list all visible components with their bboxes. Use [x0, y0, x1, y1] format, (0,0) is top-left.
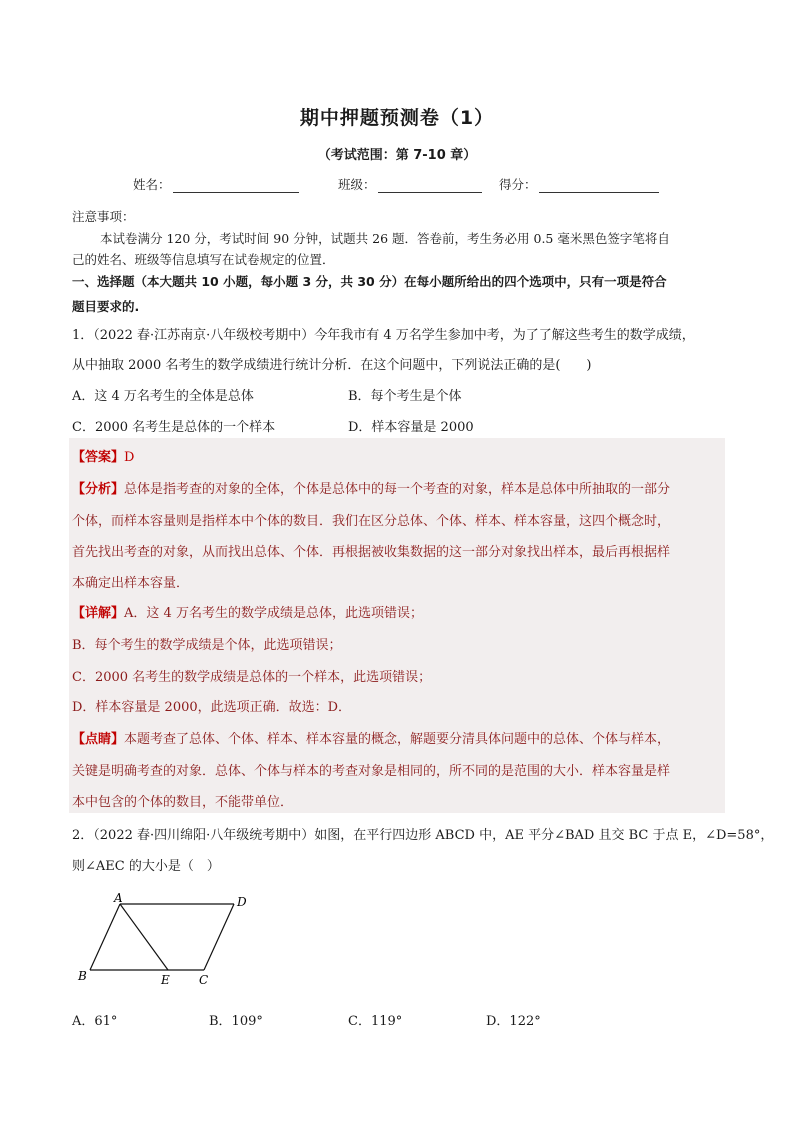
score-blank[interactable] [539, 178, 659, 193]
q1-comment-line-2: 关键是明确考查的对象．总体、个体与样本的考查对象是相同的，所不同的是范围的大小．样本容量是样 [72, 764, 671, 779]
q2-stem-line-2: 则∠AEC 的大小是（ ） [72, 859, 220, 874]
point-label-b: B [78, 969, 87, 983]
q1-analysis-line-3: 首先找出考查的对象，从而找出总体、个体．再根据被收集数据的这一部分对象找出样本，最后再根据样 [72, 545, 671, 560]
section-heading-line-1: 一、选择题（本大题共 10 小题，每小题 3 分，共 30 分）在每小题所给出的四个选项中，只有一项是符合 [72, 274, 667, 289]
name-blank[interactable] [173, 178, 299, 193]
q1-analysis-line-4: 本确定出样本容量． [72, 576, 190, 591]
class-label: 班级： [338, 177, 376, 192]
q1-comment-line-1 [72, 728, 670, 747]
q1-stem-line-1: 1．（2022 春·江苏南京·八年级校考期中）今年我市有 4 万名学生参加中考，为了了解这些考生的数学成绩， [72, 328, 695, 343]
notes-heading: 注意事项： [72, 209, 135, 224]
q1-detail-line-2: B．每个考生的数学成绩是个体，此选项错误； [72, 638, 342, 653]
page-title: 期中押题预测卷（1） [299, 107, 495, 129]
q1-stem-line-2: 从中抽取 2000 名考生的数学成绩进行统计分析．在这个问题中，下列说法正确的是( ) [72, 358, 592, 373]
notes-line-2: 己的姓名、班级等信息填写在试卷规定的位置． [72, 252, 335, 267]
analysis-text-1: 总体是指考查的对象的全体，个体是总体中的每一个考查的对象，样本是总体中所抽取的一部分 [124, 482, 671, 497]
q1-option-d: D．样本容量是 2000 [348, 420, 474, 435]
answer-tag: 【答案】 [72, 450, 125, 465]
point-label-a: A [114, 891, 123, 905]
q1-answer-line [72, 446, 134, 465]
score-field[interactable] [499, 175, 659, 193]
detail-tag: 【详解】 [72, 606, 125, 621]
name-label: 姓名： [133, 177, 171, 192]
q1-detail-line-4: D．样本容量是 2000，此选项正确．故选：D． [72, 700, 352, 715]
q2-stem-line-1: 2．（2022 春·四川绵阳·八年级统考期中）如图，在平行四边形 ABCD 中，AE 平分∠BAD 且交 BC 于点 E，∠D=58°， [72, 828, 774, 843]
q2-option-c: C．119° [348, 1014, 403, 1029]
q1-detail-line-1 [72, 602, 423, 621]
bisector-ae [120, 904, 168, 970]
side-dc [204, 904, 234, 970]
exam-scope-subtitle: （考试范围：第 7-10 章） [317, 148, 477, 163]
q1-detail-line-3: C．2000 名考生的数学成绩是总体的一个样本，此选项错误； [72, 670, 432, 685]
parallelogram-figure [72, 888, 272, 998]
q2-option-b: B．109° [209, 1014, 263, 1029]
notes-line-1: 本试卷满分 120 分，考试时间 90 分钟，试题共 26 题．答卷前，考生务必用 0.5 毫米黑色签字笔将自 [100, 231, 670, 246]
class-field[interactable] [338, 175, 482, 193]
analysis-tag: 【分析】 [72, 482, 125, 497]
comment-text-1: 本题考查了总体、个体、样本、样本容量的概念，解题要分清具体问题中的总体、个体与样本， [124, 732, 671, 747]
q1-option-c: C．2000 名考生是总体的一个样本 [72, 420, 276, 435]
class-blank[interactable] [378, 178, 482, 193]
q1-analysis-line-1 [72, 478, 670, 497]
point-label-d: D [237, 895, 247, 909]
point-label-c: C [199, 973, 209, 987]
q1-option-a: A．这 4 万名考生的全体是总体 [72, 389, 254, 404]
q1-comment-line-3: 本中包含的个体的数目，不能带单位． [72, 795, 294, 810]
point-label-e: E [161, 973, 170, 987]
side-ab [90, 904, 120, 970]
q2-option-d: D．122° [486, 1014, 541, 1029]
comment-tag: 【点睛】 [72, 732, 125, 747]
score-label: 得分： [499, 177, 537, 192]
detail-text-1: A．这 4 万名考生的数学成绩是总体，此选项错误； [124, 606, 423, 621]
section-heading-line-2: 题目要求的. [72, 299, 140, 314]
q1-analysis-line-2: 个体，而样本容量则是指样本中个体的数目．我们在区分总体、个体、样本、样本容量，这四个概念时， [72, 514, 671, 529]
q2-option-a: A．61° [72, 1014, 118, 1029]
answer-value: D [124, 450, 135, 465]
q1-option-b: B．每个考生是个体 [348, 389, 462, 404]
name-field[interactable] [133, 175, 299, 193]
